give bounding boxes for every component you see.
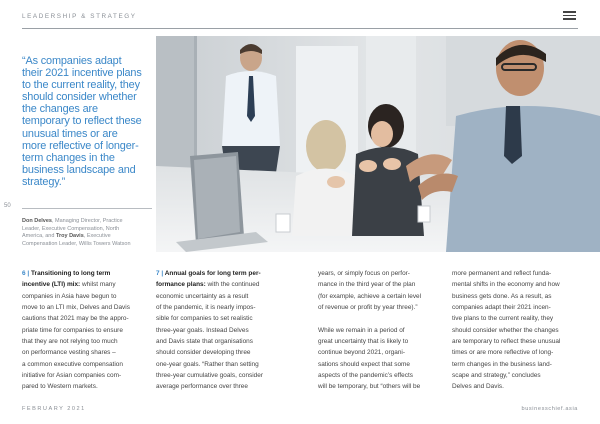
body-line: (for example, achieve a certain level <box>318 292 422 300</box>
item-separator: | <box>159 270 165 277</box>
item-heading: formance plans: <box>156 281 206 289</box>
body-line: continue beyond 2021, organi- <box>318 349 405 357</box>
body-line: move to an LTI mix, Delves and Davis <box>22 304 130 312</box>
pull-quote <box>22 55 152 188</box>
author-name: Troy Davis <box>55 233 84 240</box>
item-number: 7 <box>156 270 160 277</box>
body-line: on performance vesting shares – <box>22 349 116 357</box>
body-line: are temporary to reflect these unusual <box>452 338 561 346</box>
quote-line: “As companies adapt <box>22 55 122 67</box>
quote-line: term changes in the <box>22 151 115 164</box>
body-line: cautions that 2021 may be the appro- <box>22 315 129 323</box>
author-role: , Managing Director, Practice <box>51 218 123 224</box>
issue-date: FEBRUARY 2021 <box>22 406 86 412</box>
body-line: a common executive compensation <box>22 360 123 368</box>
quote-line: their 2021 incentive plans <box>22 67 142 80</box>
quote-line: to the current reality, they <box>22 79 140 92</box>
body-line: pared to Western markets. <box>22 383 98 391</box>
body-line: scape and strategy,” concludes <box>452 372 541 380</box>
body-line: priate time for companies to ensure <box>22 326 123 334</box>
body-line: three-year cumulative goals, consider <box>156 372 263 380</box>
body-line: will be temporary, but “others will be <box>318 383 421 391</box>
quote-line: temporary to reflect these <box>22 115 142 128</box>
body-line: should consider developing three <box>156 349 251 357</box>
quote-line: business landscape and <box>22 163 136 176</box>
hamburger-icon[interactable] <box>563 9 576 21</box>
body-line: While we remain in a period of <box>318 326 405 334</box>
body-line: tive plans to the current reality, they <box>452 315 554 323</box>
quote-line: should consider whether <box>22 91 137 104</box>
body-line: three-year goals. Instead Delves <box>156 326 249 334</box>
body-line: more permanent and reflect funda- <box>452 270 552 277</box>
item-separator: | <box>25 270 31 277</box>
item-heading: incentive (LTI) mix: <box>22 281 81 289</box>
body-line: times or are more reflective of long- <box>452 349 554 357</box>
body-line: should consider whether the changes <box>452 326 559 334</box>
body-line: economic uncertainty as a result <box>156 292 249 300</box>
author-role: America, and <box>22 233 56 240</box>
body-line: companies in Asia have begun to <box>22 292 117 300</box>
text-column-4 <box>452 268 582 393</box>
body-line: that they are not relying too much <box>22 338 118 346</box>
body-line: whilst many <box>80 281 116 289</box>
divider <box>22 208 152 209</box>
author-role: Compensation Leader, Willis Towers Watson <box>22 240 131 247</box>
page-header <box>22 9 578 29</box>
item-number: 6 <box>22 270 26 277</box>
section-label: LEADERSHIP & STRATEGY <box>22 13 137 20</box>
body-line: average performance over three <box>156 383 248 391</box>
body-line: and Davis state that organisations <box>156 338 253 346</box>
body-line: sations should expect that some <box>318 360 410 368</box>
body-line: sible for companies to set realistic <box>156 315 253 323</box>
item-heading: Annual goals for long term per- <box>164 270 261 277</box>
body-line: mance in the third year of the plan <box>318 281 416 289</box>
author-name: Don Delves <box>22 218 52 224</box>
meeting-illustration <box>156 36 600 252</box>
body-line: mental shifts in the economy and how <box>452 281 560 289</box>
body-line: business gets done. As a result, as <box>452 292 552 300</box>
body-line: term changes in the business land- <box>452 360 552 368</box>
text-column-3 <box>318 268 446 393</box>
author-role: Leader, Executive Compensation, North <box>22 225 120 232</box>
page-number-left: 50 <box>4 203 11 209</box>
text-column-1 <box>22 268 150 393</box>
body-line: initiative for Asian companies com- <box>22 372 122 380</box>
item-heading: Transitioning to long term <box>30 270 111 277</box>
body-line: great uncertainty that is likely to <box>318 338 409 346</box>
body-line: Delves and Davis. <box>452 383 504 391</box>
author-role: , Executive <box>83 233 111 240</box>
author-credit <box>22 218 154 248</box>
quote-line: the changes are <box>22 103 98 116</box>
body-line: one-year goals. “Rather than setting <box>156 360 259 368</box>
quote-line: strategy.” <box>22 175 66 188</box>
meeting-photo <box>156 36 600 252</box>
body-line: companies adapt their 2021 incen- <box>452 304 551 312</box>
body-line: years, or simply focus on perfor- <box>318 270 410 277</box>
body-line: aspects of the pandemic’s effects <box>318 372 413 380</box>
text-column-2 <box>156 268 290 393</box>
quote-line: unusual times or are <box>22 127 118 140</box>
body-line: with the continued <box>205 281 260 289</box>
quote-line: more reflective of longer- <box>22 139 139 152</box>
body-line: of revenue or profit by year three).” <box>318 304 418 312</box>
site-url[interactable]: businesschief.asia <box>521 406 578 412</box>
body-line: of the pandemic, it is nearly impos- <box>156 304 256 312</box>
